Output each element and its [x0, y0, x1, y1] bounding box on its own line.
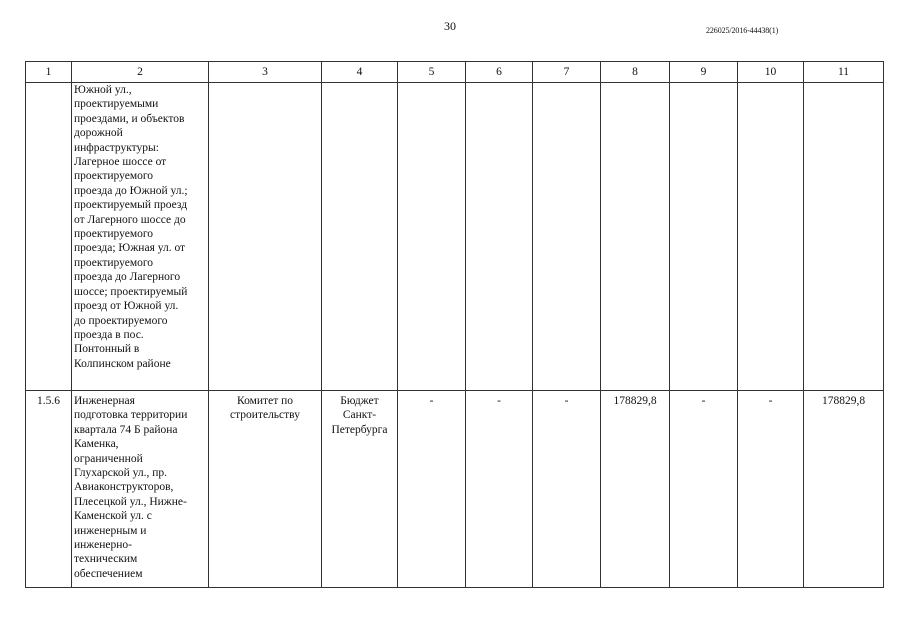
program-table	[25, 61, 884, 588]
column-number: 6	[466, 62, 533, 83]
column-number: 11	[804, 62, 884, 83]
row-value-col5: -	[398, 391, 466, 588]
cell-empty	[533, 83, 601, 391]
column-number: 10	[738, 62, 804, 83]
column-number: 9	[670, 62, 738, 83]
column-number-row	[26, 62, 884, 83]
column-number: 7	[533, 62, 601, 83]
cell-empty	[804, 83, 884, 391]
row-value-col7: -	[533, 391, 601, 588]
row-value-total: 178829,8	[804, 391, 884, 588]
row-value-col8: 178829,8	[601, 391, 670, 588]
row-description-continued: Южной ул., проектируемыми проездами, и объектов дорожной инфраструктуры: Лагерное шоссе от проектируемого проезда до Южной ул.; проектируемый проезд от Лагерного шоссе до проектируемого проезда; Южная ул. от проектируемого проезда до Лагерного шоссе; проектируемый проезд от Южной ул. до проектируемого проезда в пос. Понтонный в Колпинском районе	[72, 83, 209, 391]
row-funding-source: Бюджет Санкт- Петербурга	[322, 391, 398, 588]
cell-empty	[466, 83, 533, 391]
column-number: 3	[209, 62, 322, 83]
column-number: 1	[26, 62, 72, 83]
row-value-col6: -	[466, 391, 533, 588]
column-number: 8	[601, 62, 670, 83]
row-number: 1.5.6	[26, 391, 72, 588]
page-number: 30	[444, 19, 456, 33]
cell-empty	[322, 83, 398, 391]
row-value-col10: -	[738, 391, 804, 588]
cell-empty	[209, 83, 322, 391]
column-number: 2	[72, 62, 209, 83]
cell-empty	[26, 83, 72, 391]
cell-empty	[738, 83, 804, 391]
cell-empty	[398, 83, 466, 391]
table-row	[26, 391, 884, 588]
column-number: 4	[322, 62, 398, 83]
row-executor: Комитет по строительству	[209, 391, 322, 588]
column-number: 5	[398, 62, 466, 83]
cell-empty	[670, 83, 738, 391]
row-value-col9: -	[670, 391, 738, 588]
row-description: Инженерная подготовка территории квартала 74 Б района Каменка, ограниченной Глухарской ул., пр. Авиаконструкторов, Плесецкой ул., Нижне- Каменской ул. с инженерным и инженерно- техническим обеспечением	[72, 391, 209, 588]
table-row-continued	[26, 83, 884, 391]
cell-empty	[601, 83, 670, 391]
document-id: 226025/2016-44438(1)	[706, 26, 779, 35]
